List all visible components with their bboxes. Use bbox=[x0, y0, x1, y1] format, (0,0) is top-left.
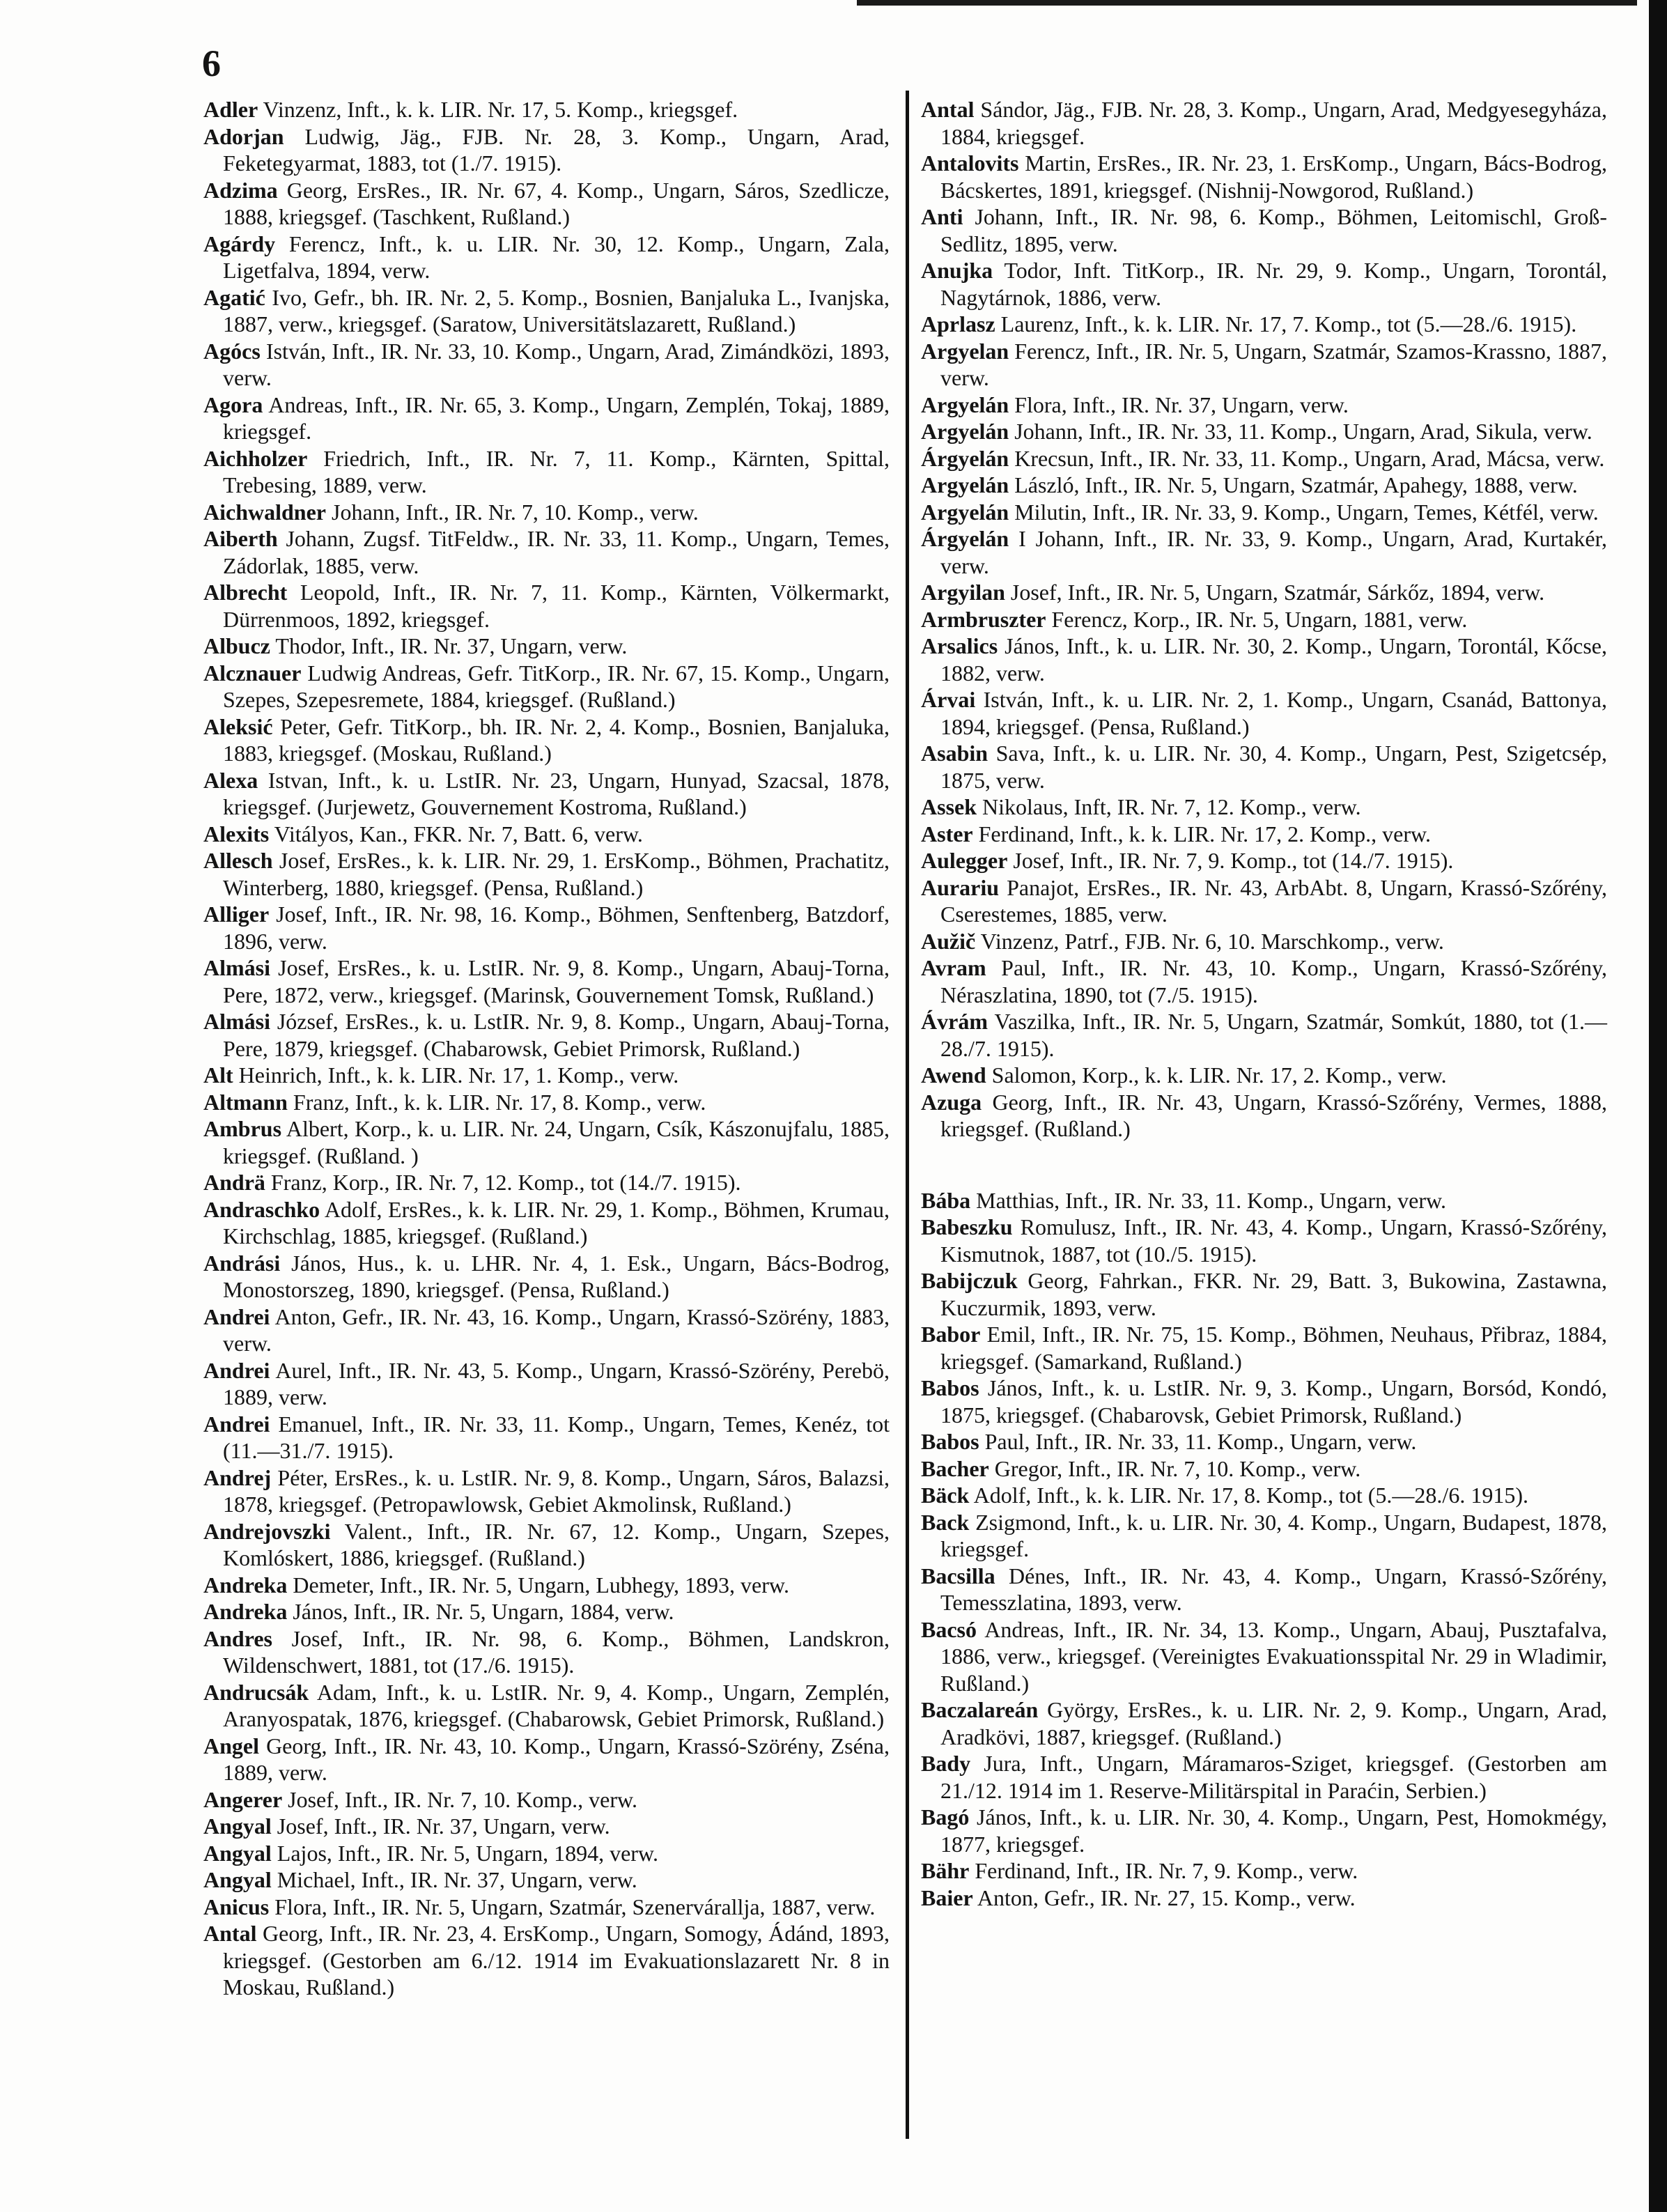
entry-details: Anton, Gefr., IR. Nr. 27, 15. Komp., verw. bbox=[972, 1885, 1356, 1910]
entry-details: János, Inft., k. u. LIR. Nr. 30, 4. Komp., Ungarn, Pest, Homokmégy, 1877, kriegsgef. bbox=[940, 1804, 1607, 1857]
entry-details: Ivo, Gefr., bh. IR. Nr. 2, 5. Komp., Bosnien, Banjaluka L., Ivanjska, 1887, verw., kriegsgef. (Saratow, Universitätslazarett, Rußland.) bbox=[223, 284, 890, 337]
entry-details: Aurel, Inft., IR. Nr. 43, 5. Komp., Ungarn, Krassó-Szörény, Perebö, 1889, verw. bbox=[223, 1357, 890, 1409]
entry-surname: Bady bbox=[921, 1751, 971, 1776]
entry-surname: Babos bbox=[921, 1429, 979, 1454]
entry-surname: Angyal bbox=[203, 1813, 272, 1839]
list-entry bbox=[203, 1572, 890, 1599]
entry-surname: Andreka bbox=[203, 1572, 288, 1598]
list-entry bbox=[203, 392, 890, 445]
list-entry bbox=[921, 633, 1607, 686]
entry-details: Adolf, ErsRes., k. k. LIR. Nr. 29, 1. Komp., Böhmen, Krumau, Kirchschlag, 1885, kriegsgef. (Rußland.) bbox=[223, 1196, 890, 1248]
entry-surname: Albucz bbox=[203, 633, 270, 658]
entry-details: Nikolaus, Inft, IR. Nr. 7, 12. Komp., verw. bbox=[977, 794, 1361, 819]
entry-surname: Andreka bbox=[203, 1599, 288, 1624]
list-entry bbox=[921, 311, 1607, 338]
entry-details: Paul, Inft., IR. Nr. 33, 11. Komp., Ungarn, verw. bbox=[979, 1429, 1417, 1454]
list-entry bbox=[203, 1866, 890, 1894]
list-entry bbox=[203, 1786, 890, 1813]
list-entry bbox=[203, 177, 890, 231]
entry-details: Panajot, ErsRes., IR. Nr. 43, ArbAbt. 8, Ungarn, Krassó-Szőrény, Cserestemes, 1885, verw. bbox=[940, 874, 1607, 927]
entry-details: Martin, ErsRes., IR. Nr. 23, 1. ErsKomp., Ungarn, Bács-Bodrog, Bácskertes, 1891, kriegsgef. (Nishnij-Nowgorod, Rußland.) bbox=[940, 150, 1607, 203]
entry-details: Josef, Inft., IR. Nr. 5, Ungarn, Szatmár, Sárkőz, 1894, verw. bbox=[1005, 580, 1545, 605]
entry-details: Ferencz, Korp., IR. Nr. 5, Ungarn, 1881, verw. bbox=[1046, 606, 1468, 632]
entry-surname: Angyal bbox=[203, 1867, 272, 1892]
list-entry bbox=[921, 1857, 1607, 1885]
right-column bbox=[921, 96, 1607, 1911]
list-entry bbox=[921, 472, 1607, 499]
list-entry bbox=[921, 1375, 1607, 1428]
entry-details: Jura, Inft., Ungarn, Máramaros-Sziget, kriegsgef. (Gestorben am 21./12. 1914 im 1. Reserve-Militärspital in Paraćin, Serbien.) bbox=[940, 1751, 1607, 1803]
entry-details: Heinrich, Inft., k. k. LIR. Nr. 17, 1. Komp., verw. bbox=[233, 1062, 679, 1088]
entry-surname: Alcznauer bbox=[203, 660, 302, 686]
entry-details: Josef, Inft., IR. Nr. 98, 16. Komp., Böhmen, Senftenberg, Batzdorf, 1896, verw. bbox=[223, 902, 890, 954]
entry-surname: Argyilan bbox=[921, 580, 1005, 605]
entry-details: István, Inft., k. u. LIR. Nr. 2, 1. Komp., Ungarn, Csanád, Battonya, 1894, kriegsgef. (Pensa, Rußland.) bbox=[940, 687, 1607, 739]
list-entry bbox=[921, 954, 1607, 1008]
entry-surname: Aiberth bbox=[203, 526, 278, 551]
entry-surname: Antal bbox=[921, 97, 975, 122]
list-entry bbox=[203, 713, 890, 767]
list-entry bbox=[203, 1625, 890, 1679]
entry-details: Friedrich, Inft., IR. Nr. 7, 11. Komp., Kärnten, Spittal, Trebesing, 1889, verw. bbox=[223, 445, 890, 497]
list-entry bbox=[921, 499, 1607, 526]
entry-surname: Babijczuk bbox=[921, 1268, 1018, 1293]
list-entry bbox=[203, 901, 890, 954]
list-entry bbox=[203, 1411, 890, 1464]
entry-details: Vinzenz, Inft., k. k. LIR. Nr. 17, 5. Komp., kriegsgef. bbox=[258, 97, 738, 122]
left-column bbox=[203, 96, 890, 2001]
entry-details: Josef, ErsRes., k. k. LIR. Nr. 29, 1. ErsKomp., Böhmen, Prachatitz, Winterberg, 1880, kriegsgef. (Pensa, Rußland.) bbox=[223, 848, 890, 900]
entry-details: Anton, Gefr., IR. Nr. 43, 16. Komp., Ungarn, Krassó-Szörény, 1883, verw. bbox=[223, 1304, 890, 1356]
list-entry bbox=[203, 338, 890, 392]
entry-details: István, Inft., IR. Nr. 33, 10. Komp., Ungarn, Arad, Zimándközi, 1893, verw. bbox=[223, 338, 890, 390]
list-entry bbox=[203, 1518, 890, 1572]
entry-details: Andreas, Inft., IR. Nr. 65, 3. Komp., Ungarn, Zemplén, Tokaj, 1889, kriegsgef. bbox=[223, 392, 890, 444]
entry-details: Matthias, Inft., IR. Nr. 33, 11. Komp., Ungarn, verw. bbox=[970, 1187, 1446, 1213]
entry-details: Gregor, Inft., IR. Nr. 7, 10. Komp., verw. bbox=[988, 1455, 1361, 1481]
list-entry bbox=[921, 203, 1607, 257]
list-entry bbox=[921, 96, 1607, 150]
entry-surname: Andres bbox=[203, 1625, 272, 1651]
entry-details: Krecsun, Inft., IR. Nr. 33, 11. Komp., Ungarn, Arad, Mácsa, verw. bbox=[1009, 445, 1605, 471]
entry-surname: Azuga bbox=[921, 1089, 982, 1115]
entry-surname: Andrási bbox=[203, 1250, 281, 1276]
entry-details: János, Inft., k. u. LIR. Nr. 30, 2. Komp., Ungarn, Torontál, Kőcse, 1882, verw. bbox=[940, 633, 1607, 686]
entry-details: Georg, Inft., IR. Nr. 23, 4. ErsKomp., Ungarn, Somogy, Ádánd, 1893, kriegsgef. (Gestorben am 6./12. 1914 im Evakuationslazarett Nr. 8 in Moskau, Rußland.) bbox=[223, 1921, 890, 2000]
entry-surname: Aichwaldner bbox=[203, 499, 326, 525]
list-entry bbox=[203, 1250, 890, 1304]
entry-surname: Bähr bbox=[921, 1858, 970, 1883]
entry-surname: Bäck bbox=[921, 1483, 970, 1508]
entry-surname: Alexits bbox=[203, 821, 270, 846]
list-entry bbox=[203, 1679, 890, 1733]
list-entry bbox=[921, 847, 1607, 874]
entry-details: Flora, Inft., IR. Nr. 37, Ungarn, verw. bbox=[1009, 392, 1349, 417]
list-entry bbox=[203, 1920, 890, 2001]
entry-details: Salomon, Korp., k. k. LIR. Nr. 17, 2. Komp., verw. bbox=[986, 1062, 1447, 1088]
entry-surname: Adler bbox=[203, 97, 258, 122]
list-entry bbox=[203, 954, 890, 1008]
list-entry bbox=[203, 767, 890, 821]
entry-surname: Argyelán bbox=[921, 472, 1009, 497]
entry-details: Istvan, Inft., k. u. LstIR. Nr. 23, Ungarn, Hunyad, Szacsal, 1878, kriegsgef. (Jurjewetz, Gouvernement Kostroma, Rußland.) bbox=[223, 767, 890, 819]
entry-details: Ferdinand, Inft., k. k. LIR. Nr. 17, 2. Komp., verw. bbox=[972, 821, 1432, 846]
list-entry bbox=[203, 1598, 890, 1625]
entry-details: György, ErsRes., k. u. LIR. Nr. 2, 9. Komp., Ungarn, Arad, Aradkövi, 1887, kriegsgef. (Rußland.) bbox=[940, 1697, 1607, 1749]
entry-details: Valent., Inft., IR. Nr. 67, 12. Komp., Ungarn, Szepes, Komlóskert, 1886, kriegsgef. (Rußland.) bbox=[223, 1518, 890, 1570]
entry-details: Thodor, Inft., IR. Nr. 37, Ungarn, verw. bbox=[270, 633, 628, 658]
entry-details: Peter, Gefr. TitKorp., bh. IR. Nr. 2, 4. Komp., Bosnien, Banjaluka, 1883, kriegsgef. (Moskau, Rußland.) bbox=[223, 713, 890, 766]
entry-details: Dénes, Inft., IR. Nr. 43, 4. Komp., Ungarn, Krassó-Szőrény, Temesszlatina, 1893, verw. bbox=[940, 1563, 1607, 1615]
list-entry bbox=[203, 1062, 890, 1089]
entry-surname: Agócs bbox=[203, 338, 261, 364]
entry-details: Vaszilka, Inft., IR. Nr. 5, Ungarn, Szatmár, Somkút, 1880, tot (1.—28./7. 1915). bbox=[940, 1009, 1607, 1061]
list-entry bbox=[921, 1885, 1607, 1912]
entry-details: Emanuel, Inft., IR. Nr. 33, 11. Komp., Ungarn, Temes, Kenéz, tot (11.—31./7. 1915). bbox=[223, 1411, 890, 1463]
entry-surname: Antal bbox=[203, 1921, 257, 1946]
entry-surname: Bacsó bbox=[921, 1616, 977, 1642]
entry-surname: Avram bbox=[921, 955, 986, 980]
list-entry bbox=[921, 525, 1607, 579]
entry-details: Demeter, Inft., IR. Nr. 5, Ungarn, Lubhegy, 1893, verw. bbox=[287, 1572, 789, 1598]
list-entry bbox=[921, 686, 1607, 740]
list-entry bbox=[203, 821, 890, 848]
entry-surname: Andrä bbox=[203, 1170, 265, 1195]
entry-surname: Aleksić bbox=[203, 713, 273, 739]
entry-details: László, Inft., IR. Nr. 5, Ungarn, Szatmár, Apahegy, 1888, verw. bbox=[1009, 472, 1578, 497]
entry-surname: Árgyelán bbox=[921, 526, 1009, 551]
entry-surname: Angerer bbox=[203, 1786, 283, 1812]
page-edge-border bbox=[1649, 0, 1667, 2212]
entry-details: Michael, Inft., IR. Nr. 37, Ungarn, verw. bbox=[271, 1867, 637, 1892]
entry-details: Josef, ErsRes., k. u. LstIR. Nr. 9, 8. Komp., Ungarn, Abauj-Torna, Pere, 1872, verw., kriegsgef. (Marinsk, Gouvernement Tomsk, Rußland.) bbox=[223, 955, 890, 1007]
entry-details: Milutin, Inft., IR. Nr. 33, 9. Komp., Ungarn, Temes, Kétfél, verw. bbox=[1009, 499, 1599, 525]
entry-surname: Aster bbox=[921, 821, 973, 846]
entry-surname: Alexa bbox=[203, 767, 258, 793]
entry-surname: Armbruszter bbox=[921, 606, 1046, 632]
list-entry bbox=[203, 847, 890, 901]
list-entry bbox=[921, 1696, 1607, 1750]
entry-details: Zsigmond, Inft., k. u. LIR. Nr. 30, 4. Komp., Ungarn, Budapest, 1878, kriegsgef. bbox=[940, 1509, 1607, 1561]
entry-details: Andreas, Inft., IR. Nr. 34, 13. Komp., Ungarn, Abauj, Pusztafalva, 1886, verw., kriegsgef. (Vereinigtes Evakuationsspital Nr. 29 in Wladimir, Rußland.) bbox=[940, 1616, 1607, 1696]
list-entry bbox=[203, 1840, 890, 1867]
list-entry bbox=[921, 150, 1607, 203]
entry-details: Georg, ErsRes., IR. Nr. 67, 4. Komp., Ungarn, Sáros, Szedlicze, 1888, kriegsgef. (Taschkent, Rußland.) bbox=[223, 177, 890, 229]
entry-surname: Almási bbox=[203, 1009, 270, 1034]
list-entry bbox=[921, 1187, 1607, 1214]
list-entry bbox=[921, 740, 1607, 794]
list-entry bbox=[921, 392, 1607, 419]
entry-surname: Asabin bbox=[921, 741, 988, 766]
entry-surname: Babos bbox=[921, 1375, 979, 1400]
entry-details: Albert, Korp., k. u. LIR. Nr. 24, Ungarn, Csík, Kászonujfalu, 1885, kriegsgef. (Rußland. ) bbox=[223, 1116, 890, 1168]
entry-surname: Angel bbox=[203, 1733, 259, 1758]
entry-surname: Altmann bbox=[203, 1089, 288, 1115]
list-entry bbox=[921, 821, 1607, 848]
entry-surname: Allesch bbox=[203, 848, 273, 873]
entry-details: Péter, ErsRes., k. u. LstIR. Nr. 9, 8. Komp., Ungarn, Sáros, Balazsi, 1878, kriegsgef. (Petropawlowsk, Gebiet Akmolinsk, Rußland.) bbox=[223, 1464, 890, 1517]
entry-details: Georg, Fahrkan., FKR. Nr. 29, Batt. 3, Bukowina, Zastawna, Kuczurmik, 1893, verw. bbox=[940, 1268, 1607, 1320]
list-entry bbox=[921, 1321, 1607, 1375]
entry-details: Ludwig Andreas, Gefr. TitKorp., IR. Nr. 67, 15. Komp., Ungarn, Szepes, Szepesremete, 1884, kriegsgef. (Rußland.) bbox=[223, 660, 890, 712]
list-entry bbox=[203, 525, 890, 579]
entry-surname: Arsalics bbox=[921, 633, 998, 658]
list-entry bbox=[203, 96, 890, 123]
entry-surname: Andrucsák bbox=[203, 1679, 309, 1705]
list-entry bbox=[921, 418, 1607, 445]
entry-details: Vitályos, Kan., FKR. Nr. 7, Batt. 6, verw. bbox=[269, 821, 643, 846]
entry-surname: Aurariu bbox=[921, 874, 999, 900]
entry-details: Flora, Inft., IR. Nr. 5, Ungarn, Szatmár, Szenervárallja, 1887, verw. bbox=[269, 1894, 876, 1919]
list-entry bbox=[203, 445, 890, 499]
list-entry bbox=[921, 928, 1607, 955]
entry-surname: Andrei bbox=[203, 1411, 270, 1437]
entry-details: Sava, Inft., k. u. LIR. Nr. 30, 4. Komp., Ungarn, Pest, Szigetcsép, 1875, verw. bbox=[940, 741, 1607, 793]
entry-details: Adolf, Inft., k. k. LIR. Nr. 17, 8. Komp., tot (5.—28./6. 1915). bbox=[969, 1483, 1528, 1508]
list-entry bbox=[921, 606, 1607, 633]
entry-details: Johann, Inft., IR. Nr. 33, 11. Komp., Ungarn, Arad, Sikula, verw. bbox=[1009, 419, 1592, 444]
entry-details: Leopold, Inft., IR. Nr. 7, 11. Komp., Kärnten, Völkermarkt, Dürrenmoos, 1892, kriegsgef. bbox=[223, 580, 890, 632]
list-entry bbox=[921, 579, 1607, 606]
list-entry bbox=[203, 231, 890, 284]
list-entry bbox=[203, 284, 890, 338]
list-entry bbox=[203, 633, 890, 660]
entry-surname: Bagó bbox=[921, 1804, 970, 1830]
section-gap bbox=[921, 1143, 1607, 1187]
entry-details: Ferdinand, Inft., IR. Nr. 7, 9. Komp., verw. bbox=[969, 1858, 1358, 1883]
list-entry bbox=[921, 794, 1607, 821]
entry-details: I Johann, Inft., IR. Nr. 33, 9. Komp., Ungarn, Arad, Kurtakér, verw. bbox=[940, 526, 1607, 578]
entry-details: Ferencz, Inft., IR. Nr. 5, Ungarn, Szatmár, Szamos-Krassno, 1887, verw. bbox=[940, 338, 1607, 390]
list-entry bbox=[203, 1813, 890, 1840]
list-entry bbox=[921, 445, 1607, 472]
entry-surname: Andraschko bbox=[203, 1196, 320, 1222]
list-entry bbox=[921, 1804, 1607, 1857]
entry-details: Vinzenz, Patrf., FJB. Nr. 6, 10. Marschkomp., verw. bbox=[975, 928, 1444, 954]
entry-surname: Ávrám bbox=[921, 1009, 988, 1034]
entry-surname: Back bbox=[921, 1509, 970, 1535]
entry-details: Paul, Inft., IR. Nr. 43, 10. Komp., Ungarn, Krassó-Szőrény, Néraszlatina, 1890, tot (7./5. 1915). bbox=[940, 955, 1607, 1007]
entry-surname: Anujka bbox=[921, 258, 993, 283]
entry-details: Georg, Inft., IR. Nr. 43, 10. Komp., Ungarn, Krassó-Szörény, Zséna, 1889, verw. bbox=[223, 1733, 890, 1785]
entry-details: Adam, Inft., k. u. LstIR. Nr. 9, 4. Komp., Ungarn, Zemplén, Aranyospatak, 1876, kriegsgef. (Chabarowsk, Gebiet Primorsk, Rußland.) bbox=[223, 1679, 890, 1731]
entry-surname: Agárdy bbox=[203, 231, 276, 256]
list-entry bbox=[203, 1169, 890, 1196]
entry-details: Josef, Inft., IR. Nr. 98, 6. Komp., Böhmen, Landskron, Wildenschwert, 1881, tot (17./6. 1915). bbox=[223, 1625, 890, 1678]
entry-details: János, Inft., IR. Nr. 5, Ungarn, 1884, verw. bbox=[287, 1599, 674, 1624]
entry-details: Romulusz, Inft., IR. Nr. 43, 4. Komp., Ungarn, Krassó-Szőrény, Kismutnok, 1887, tot (10./5. 1915). bbox=[940, 1214, 1607, 1267]
entry-surname: Albrecht bbox=[203, 580, 288, 605]
entry-details: Franz, Inft., k. k. LIR. Nr. 17, 8. Komp., verw. bbox=[287, 1089, 706, 1115]
list-entry bbox=[921, 874, 1607, 928]
entry-details: János, Hus., k. u. LHR. Nr. 4, 1. Esk., Ungarn, Bács-Bodrog, Monostorszeg, 1890, kriegsgef. (Pensa, Rußland.) bbox=[223, 1250, 890, 1302]
entry-surname: Anti bbox=[921, 204, 963, 229]
entry-surname: Angyal bbox=[203, 1840, 272, 1866]
top-rule bbox=[857, 0, 1637, 6]
entry-surname: Bába bbox=[921, 1187, 971, 1213]
entry-details: Georg, Inft., IR. Nr. 43, Ungarn, Krassó-Szőrény, Vermes, 1888, kriegsgef. (Rußland.) bbox=[940, 1089, 1607, 1141]
list-entry bbox=[203, 1196, 890, 1250]
list-entry bbox=[203, 123, 890, 177]
entry-details: Franz, Korp., IR. Nr. 7, 12. Komp., tot (14./7. 1915). bbox=[265, 1170, 741, 1195]
entry-details: József, ErsRes., k. u. LstIR. Nr. 9, 8. Komp., Ungarn, Abauj-Torna, Pere, 1879, kriegsgef. (Chabarowsk, Gebiet Primorsk, Rußland.) bbox=[223, 1009, 890, 1061]
entry-surname: Andrej bbox=[203, 1464, 272, 1490]
entry-surname: Andrei bbox=[203, 1304, 270, 1329]
entry-surname: Antalovits bbox=[921, 150, 1019, 176]
entry-details: Josef, Inft., IR. Nr. 7, 10. Komp., verw. bbox=[282, 1786, 637, 1812]
list-entry bbox=[203, 579, 890, 633]
entry-surname: Aprlasz bbox=[921, 311, 995, 337]
entry-details: Josef, Inft., IR. Nr. 37, Ungarn, verw. bbox=[271, 1813, 610, 1839]
list-entry bbox=[921, 1267, 1607, 1321]
list-entry bbox=[203, 1894, 890, 1921]
entry-surname: Andrejovszki bbox=[203, 1518, 331, 1544]
entry-surname: Baier bbox=[921, 1885, 973, 1910]
entry-surname: Almási bbox=[203, 955, 270, 980]
list-entry bbox=[203, 499, 890, 526]
entry-details: Johann, Inft., IR. Nr. 7, 10. Komp., verw. bbox=[326, 499, 699, 525]
entry-details: Lajos, Inft., IR. Nr. 5, Ungarn, 1894, verw. bbox=[271, 1840, 658, 1866]
list-entry bbox=[921, 1089, 1607, 1143]
entry-surname: Bacher bbox=[921, 1455, 989, 1481]
entry-surname: Árgyelán bbox=[921, 445, 1009, 471]
entry-details: János, Inft., k. u. LstIR. Nr. 9, 3. Komp., Ungarn, Borsód, Kondó, 1875, kriegsgef. (Chabarovsk, Gebiet Primorsk, Rußland.) bbox=[940, 1375, 1607, 1428]
entry-surname: Anicus bbox=[203, 1894, 270, 1919]
entry-surname: Andrei bbox=[203, 1357, 270, 1383]
entry-surname: Aužič bbox=[921, 928, 976, 954]
entry-details: Emil, Inft., IR. Nr. 75, 15. Komp., Böhmen, Neuhaus, Přibraz, 1884, kriegsgef. (Samarkand, Rußland.) bbox=[940, 1322, 1607, 1374]
entry-surname: Argyelan bbox=[921, 338, 1009, 364]
entry-surname: Adzima bbox=[203, 177, 278, 203]
entry-details: Josef, Inft., IR. Nr. 7, 9. Komp., tot (14./7. 1915). bbox=[1007, 848, 1454, 873]
entry-surname: Awend bbox=[921, 1062, 986, 1088]
entry-surname: Adorjan bbox=[203, 123, 284, 149]
entry-surname: Babeszku bbox=[921, 1214, 1013, 1239]
entry-surname: Alt bbox=[203, 1062, 233, 1088]
page-number: 6 bbox=[202, 42, 221, 84]
entry-surname: Árvai bbox=[921, 687, 976, 712]
list-entry bbox=[203, 1089, 890, 1116]
entry-surname: Argyelán bbox=[921, 499, 1009, 525]
entry-surname: Aichholzer bbox=[203, 445, 308, 471]
list-entry bbox=[921, 257, 1607, 311]
entry-surname: Agora bbox=[203, 392, 263, 417]
list-entry bbox=[921, 1563, 1607, 1616]
list-entry bbox=[921, 1616, 1607, 1697]
entry-details: Sándor, Jäg., FJB. Nr. 28, 3. Komp., Ungarn, Arad, Medgyesegyháza, 1884, kriegsgef. bbox=[940, 97, 1607, 149]
list-entry bbox=[921, 338, 1607, 392]
list-entry bbox=[203, 660, 890, 713]
entry-details: Todor, Inft. TitKorp., IR. Nr. 29, 9. Komp., Ungarn, Torontál, Nagytárnok, 1886, verw. bbox=[940, 258, 1607, 310]
list-entry bbox=[203, 1115, 890, 1169]
entry-surname: Alliger bbox=[203, 902, 270, 927]
entry-surname: Agatić bbox=[203, 284, 265, 310]
column-divider bbox=[906, 91, 909, 2139]
entry-surname: Ambrus bbox=[203, 1116, 282, 1141]
list-entry bbox=[921, 1008, 1607, 1062]
entry-surname: Argyelán bbox=[921, 392, 1009, 417]
list-entry bbox=[921, 1455, 1607, 1483]
list-entry bbox=[921, 1214, 1607, 1267]
list-entry bbox=[203, 1733, 890, 1786]
entry-details: Johann, Zugsf. TitFeldw., IR. Nr. 33, 11. Komp., Ungarn, Temes, Zádorlak, 1885, verw. bbox=[223, 526, 890, 578]
list-entry bbox=[203, 1357, 890, 1411]
list-entry bbox=[921, 1482, 1607, 1509]
list-entry bbox=[203, 1464, 890, 1518]
entry-surname: Argyelán bbox=[921, 419, 1009, 444]
entry-surname: Babor bbox=[921, 1322, 981, 1347]
entry-details: Ferencz, Inft., k. u. LIR. Nr. 30, 12. Komp., Ungarn, Zala, Ligetfalva, 1894, verw. bbox=[223, 231, 890, 283]
list-entry bbox=[203, 1304, 890, 1357]
entry-details: Ludwig, Jäg., FJB. Nr. 28, 3. Komp., Ungarn, Arad, Feketegyarmat, 1883, tot (1./7. 1915). bbox=[223, 123, 890, 176]
entry-surname: Baczalareán bbox=[921, 1697, 1039, 1722]
entry-surname: Bacsilla bbox=[921, 1563, 995, 1588]
entry-details: Johann, Inft., IR. Nr. 98, 6. Komp., Böhmen, Leitomischl, Groß-Sedlitz, 1895, verw. bbox=[940, 204, 1607, 256]
entry-details: Laurenz, Inft., k. k. LIR. Nr. 17, 7. Komp., tot (5.—28./6. 1915). bbox=[995, 311, 1577, 337]
list-entry bbox=[921, 1428, 1607, 1455]
list-entry bbox=[921, 1509, 1607, 1563]
list-entry bbox=[203, 1008, 890, 1062]
list-entry bbox=[921, 1750, 1607, 1804]
entry-surname: Assek bbox=[921, 794, 977, 819]
list-entry bbox=[921, 1062, 1607, 1089]
entry-surname: Aulegger bbox=[921, 848, 1008, 873]
